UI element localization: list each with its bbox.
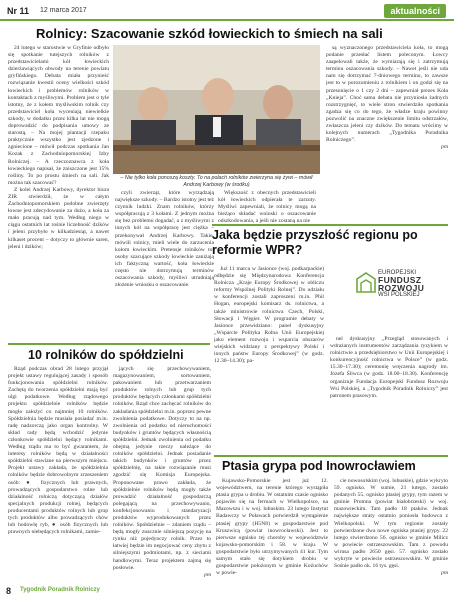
article-photo [113,45,320,174]
article-column [8,45,109,347]
section-label: aktualności [384,4,446,18]
author-initials: pm [441,144,448,151]
logo-line: WSI POLSKIEJ [378,292,420,299]
photo-caption: – Nie tylko koła ponoszą koszty. To na polach rolników zwierzyna się żywi – mówił Andrzej Karbowy (w środku) [120,175,313,188]
article-paragraph: jących się przechowywaniem, magazynowaniem, sortowaniem, pakowaniem lub przetwarzaniem produktów rolnych lub grup tych produktów będących członkami spółdzielni rolników. Rząd chce zachęcać rolników do zakładania spółdzielni m.in. poprzez pewne zwolnienia podatkowe. Dotyczy to na np. zwolnienia od podatku od nieruchomości budynków i gruntów będących własnością spółdzielni. Jednak zwolnienia od podatku obejmą jedynie rzeczy należące do rolników spółdzielni. Jednak posiadanie takich budynków i gruntów przez spółdzielnię, na takie rozwiązanie musi zgodzić się Komisja Europejska. Proponowane prawo zakłada, że spółdzielnie rolników będą mogły także prowadzić działalność gospodarczą polegającą na przechowywaniu, konfekcjonowaniu i standaryzacji produktów wyprodukowanych przez rolników. Spółdzielnie – zdaniem rządu – będą mogły znacznie silniejszą pozycję na rynku niż pojedynczy rolnik. Przez to łatwiej będzie im negocjować ceny zbytu z silniejszymi podmiotami, np. z sieciami handlowymi. Teraz projektem zajmą się posłowie. [113,366,211,571]
article-paragraph: Rząd podczas obrad 28 lutego przyjął projekt ustawy regulującej zasady i sposób funkcjonowania spółdzielni rolników. Zachętą do tworzenia spółdzielni mają być ulgi podatkowe. Według rządowego projektu spółdzielnie rolników będzie mogło założyć co najmniej 10 rolników. Spółdzielnia będzie musiała posiadać m.in. radę nadzorczą jako organ kontrolny. W skład rady będą wchodzić jedynie członkowie spółdzielni będący rolnikami. Według rządu ma to być gwarantem, że interesy rolników będą w działalności spółdzielni stawiane na pierwszym miejscu. Projekt ustawy zakłada, że spółdzielnia rolników będzie dobrowolnym zrzeszeniem osób: ● fizycznych lub prawnych, prowadzących gospodarstwo rolne lub działalność rolniczą dotyczącą działów specjalnych produkcji rolnej, będących producentami produktów rolnych lub grup tych produktów albo prowadzących chów lub hodowlę ryb, ● osób fizycznych lub prawnych niebędących rolnikami, zamie- [8,366,108,536]
issue-date: 12 marca 2017 [40,7,87,14]
article-paragraph: Z kolei Andrzej Karbowy, dyrektor biura ZIR stwierdził, że w całym Zachodniopomorskiem podobne zwierzęty łowne jest zdecydowanie za dużo, a koła za mało pracują nad tym. Według niego w ciągu ostatnich lat rośnie liczebność dzików i jeleni przybyło w kilkadziesiąt, a nawet kilkaset procent – dotyczy to głównie saren, jeleni i dzików; [8,186,109,250]
article-title-bird-flu: Ptasia grypa pod Inowrocławiem [222,459,416,473]
article-title-wpr: Jaka będzie przyszłość regionu po reformie WPR? [212,228,418,257]
article-column [330,336,448,456]
article-paragraph: Większość z obecnych przedstawicieli kół łowieckich odpierała te zarzuty. Myśliwi zapewniali, że rolnicy mogą na bieżąco składać wnioski o oszacowanie odszkodowania, a jeśli nie zostaną na nie [218,190,316,225]
article-column [115,190,214,347]
article-paragraph: 24 lutego w starostwie w Gryfinie odbyło się spotkanie tutejszych rolników z przedstawicielami kół łowieckich dzierżawiących obwody na terenie powiatu gryfińskiego. Debata miała przynieść rozwiązanie kwestii oceny wielkości szkód łowieckich i problemów rolników w kontaktach z myśliwymi. Problem jest o tyle istotny, że z kołem myśliwskim rolnik czy przedstawiciel koła wyceniają niewielkie szkody, w dodatku przez kilka lat nie mogą doprowadzić do podpisania umowy ze starostą. – Na mojej plantacji rzepaku praktycznie wszystko jest zjedzone i zgniecione – mówił podczas spotkania Jan Kozak z Zachodniopomorskiej Izby Rolniczej. – A rzeczoznawca z koła łowieckiego napisał, że zniszczone jest 15% rośliny. To po prostu śmiech na sali. Jak można tak szacować? [8,45,109,186]
logo-line: FUNDUSZ [378,275,422,286]
header-rule [0,19,454,21]
logo-line: EUROPEJSKI [378,270,417,276]
article-paragraph: nel dyskusyjny „Przegląd stosowanych i wdrażanych instrumentów zarządzania ryzykiem w rolnictwie a przedsiębiorstwo w Unii Europejskiej i konkurencyjność rolnictwa w Polsce” (w godz. 15.30–17.30); ceremonię wręczenia nagrody im. Józefa Śliwca (w godz. 18.00–18.30). Konferencję organizuje Fundacja Europejski Fundusz Rozwoju Wsi Polskiej, a „Tygodnik Poradnik Rolniczy” jest patronem prasowym. [330,336,448,399]
article-column [334,478,448,588]
article-paragraph: cie nowosolskim (woj. lubuskie), gdzie wykryto 59. ognisko. W sumie, 21 lutego, zostało podanych 55. ognisko ptasiej grypy, tym razem w gminie Promna (powiat białobrzeski) w woj. mazowieckim. Tam padło 18 ptaków. Jednak największe straty ostatnio poniosła hodowca z Wielkopolski. W tym regionie zostały potwierdzone dwa nowe ogniska ptasiej grypy. 22 lutego stwierdzono 56. ognisko w gminie Milicz w powiecie ostrzeszowskim. Tam z powodu wirusa padło 2650 gęsi. 57. ognisko zostało wykryte w powiecie ostrzeszowskim. W gminie Sośnie padło ok. 16 tys. gęsi. [334,478,448,570]
logo-line: ROZWOJU [378,282,425,293]
author-initials: pm [441,570,448,577]
article-paragraph: są wyznaczonego przedstawiciela koła, to mogą podanie przesłać listem poleconym. Łowcy zaapelowali także, że wymiarają się i zatrzymują terminu oszacowania szkody. – Nawet jeśli nie uda nam się dotrzymać 7-dniowego terminu, to zawsze jest to w porozumieniu z rolnikiem i on godzi się na przesunięcie o 1 czy 2 dni – zapewniał prezes Koła „Knieja”. Choć sama debata nie przyniosła żadnych rozstrzygnięć, to wiele stron stwierdziło spotkania zgadza się co do tego, że władze kraju powinny pozwolić na znaczne zwiększenie limitu odstrzałów, zwłaszcza jeleni czy dzików. Do tematu wrócimy w kolejnych numerach „Tygodnika Poradnika Rolniczego”. [326,45,448,144]
efrwp-logo-icon [356,272,376,294]
article-title-hunting: Rolnicy: Szacowanie szkód łowieckich to śmiech na sali [36,26,383,41]
article-column [216,478,328,588]
efrwp-logo [356,270,448,330]
logo-text [378,270,424,300]
article-paragraph: czyli zwierząt, które wyrządzają największe szkody. – Bardzo istotny jest też czynnik ludzki. Znam rolników, którzy współpracują z 3 kołami. Z jednym można się bez problemu dogadać, a z myśliwymi z innych kół na współpracę jest ciężka – przekonywał Andrzej Karbowy. Takie, mówili rolnicy, mieli wiele do zarzucenia kołom łowieckim. Pretensje rolników to: osoby szacujące szkody łowieckie zaniżają ich faktyczną wartość, koła łowieckie często nie dotrzymują terminów oszacowania szkody, myśliwi utrudniają złożenie wniosku o oszacowanie. [115,190,214,289]
page-header [0,0,454,22]
article-column [214,266,324,456]
article-column [326,45,448,215]
article-paragraph: Kujawsko-Pomorskie jest już 12. województwem, na terenie którego wystąpiła ptasia grypa u drobiu. W ostatnim czasie ognisko pojawiło się na fermach w Wielkopolsce, na Mazowszu i w woj. lubuskim. 23 lutego Instytut Badawczy w Puławach potwierdził wystąpienie ptasiej grypy (H5N8) w gospodarstwie pod Kruszwicą (powiat inowrocławski). Jest to pierwsze ognisko tej choroby w województwie kujawsko-pomorskim i 58. w kraju. W gospodarstwie było utrzymywanych 41 kur. Tym samym stało się dotykiem drobiu w gospodarstwie położonym w gminie Koźuchów w powie- [216,478,328,577]
article-column [113,366,211,586]
article-title-cooperatives: 10 rolników do spółdzielni [28,348,184,362]
section-divider [214,455,448,457]
footer-brand: Tygodnik Poradnik Rolniczy [20,587,100,593]
page-number: 8 [6,586,12,596]
article-column [8,366,108,586]
author-initials: pm [204,571,211,578]
article-paragraph: Już 11 marca w Jasionce (woj. podkarpackie) odbędzie się Międzynarodowa Konferencja Rolnicza „Kraje Europy Środkowej w obliczu reformy Wspólnej Polityki Rolnej”. Do udziału w konferencji zostali zaproszeni m.in. Phil Hogan, europejski komisarz ds. rolnictwa, a także ministrowie rolnictwa Czech, Polski, Słowacji i Węgier. W programie debaty w Jasionce przewidziano: panel dyskusyjny „Wsparcie Polityka Rolna Unii Europejskiej jako element rozwoju i wsparcia obszarów wiejskich widziany z perspektywy Polski i innych państw Europy Środkowej” (w godz. 12.30–14.30); pa- [214,266,324,365]
meeting-photo-image [113,45,320,174]
section-divider [212,224,448,226]
article-column [218,190,316,226]
issue-number: Nr 11 [7,6,30,16]
section-divider [8,343,210,345]
